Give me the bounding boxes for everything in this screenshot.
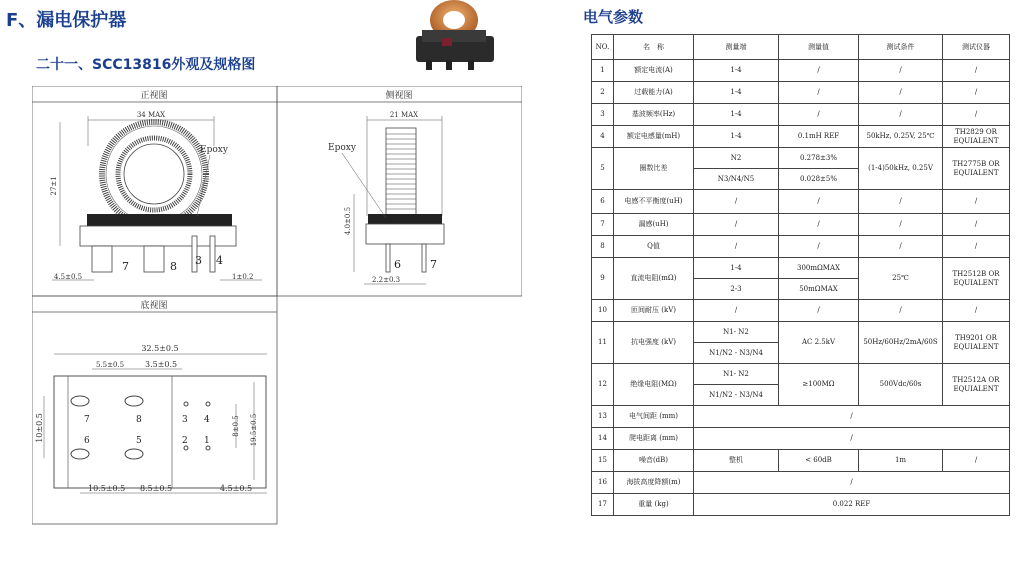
cell: TH2512A OR EQUIALENT — [943, 364, 1010, 406]
cell: N1/N2 - N3/N4 — [694, 343, 779, 364]
cell: N1- N2 — [694, 364, 779, 385]
cell: 圈数比差 — [614, 148, 694, 190]
cell: 重量 (kg) — [614, 494, 694, 516]
cell: (1-4)50kHz, 0.25V — [859, 148, 943, 190]
cell: 额定电流(A) — [614, 60, 694, 82]
cell: 1-4 — [694, 104, 779, 126]
cell: 0.1mH REF — [779, 126, 859, 148]
cell: 过载能力(A) — [614, 82, 694, 104]
cell: ≥100MΩ — [779, 364, 859, 406]
cell: / — [943, 82, 1010, 104]
cell: 2-3 — [694, 279, 779, 300]
cell: / — [694, 214, 779, 236]
front-pin-width-dim: 1±0.2 — [232, 273, 254, 281]
cell: 5 — [592, 148, 614, 190]
cell: / — [859, 214, 943, 236]
bottom-pin-5: 5 — [136, 436, 142, 446]
front-pin-4: 4 — [216, 254, 223, 267]
cell: / — [694, 236, 779, 258]
cell: / — [694, 472, 1010, 494]
cell: 抗电强度 (kV) — [614, 322, 694, 364]
bottom-dim-b: 3.5±0.5 — [145, 360, 178, 369]
electrical-params-table — [591, 34, 1010, 516]
cell: AC 2.5kV — [779, 322, 859, 364]
cell: / — [694, 406, 1010, 428]
cell: / — [779, 190, 859, 214]
front-view — [50, 111, 262, 281]
cell: / — [859, 60, 943, 82]
side-pin-len-dim: 4.0±0.5 — [344, 206, 352, 236]
table-row — [592, 60, 1010, 82]
side-pin-7: 7 — [430, 258, 437, 271]
cell: / — [779, 60, 859, 82]
cell: / — [859, 104, 943, 126]
cell: / — [859, 190, 943, 214]
cell: / — [859, 236, 943, 258]
table-row — [592, 428, 1010, 450]
header-measure-value: 测量值 — [779, 35, 859, 60]
front-height-dim: 27±1 — [50, 176, 58, 196]
cell: 海拔高度降额(m) — [614, 472, 694, 494]
front-pin-8: 8 — [170, 260, 177, 273]
cell: 500Vdc/60s — [859, 364, 943, 406]
cell: / — [943, 104, 1010, 126]
header-no: NO. — [592, 35, 614, 60]
table-header-row — [592, 35, 1010, 60]
cell: 1-4 — [694, 82, 779, 104]
cell: 电气间距 (mm) — [614, 406, 694, 428]
electrical-params-title: 电气参数 — [583, 8, 644, 26]
cell: 25℃ — [859, 258, 943, 300]
cell: 2 — [592, 82, 614, 104]
cell: / — [779, 82, 859, 104]
cell: 漏感(uH) — [614, 214, 694, 236]
front-epoxy-label: Epoxy — [200, 145, 228, 155]
cell: 1 — [592, 60, 614, 82]
cell: 电感不平衡度(uH) — [614, 190, 694, 214]
cell: / — [779, 236, 859, 258]
cell: N1- N2 — [694, 322, 779, 343]
cell: 1m — [859, 450, 943, 472]
cell: / — [859, 300, 943, 322]
table-row — [592, 236, 1010, 258]
table-row — [592, 322, 1010, 343]
cell: / — [859, 82, 943, 104]
cell: 整机 — [694, 450, 779, 472]
product-photo — [408, 0, 500, 74]
cell: 50mΩMAX — [779, 279, 859, 300]
side-pin-gap-dim: 2.2±0.3 — [372, 276, 401, 284]
bottom-pin-7: 7 — [84, 415, 90, 425]
table-row — [592, 104, 1010, 126]
front-pin-gap-dim: 4.5±0.5 — [54, 273, 83, 281]
cell: 7 — [592, 214, 614, 236]
bottom-pin-1: 1 — [204, 436, 210, 446]
cell: 9 — [592, 258, 614, 300]
cell: N2 — [694, 148, 779, 169]
table-row — [592, 214, 1010, 236]
bottom-pin-2: 2 — [182, 436, 188, 446]
cell: 爬电距离 (mm) — [614, 428, 694, 450]
table-row — [592, 364, 1010, 385]
cell: 8 — [592, 236, 614, 258]
table-row — [592, 472, 1010, 494]
cell: 16 — [592, 472, 614, 494]
cell: 0.028±5% — [779, 169, 859, 190]
table-row — [592, 406, 1010, 428]
cell: / — [943, 300, 1010, 322]
bottom-right-height-dim-2: 19.5±0.5 — [250, 413, 258, 447]
cell: 4 — [592, 126, 614, 148]
cell: 额定电感量(mH) — [614, 126, 694, 148]
front-width-dim: 34 MAX — [136, 111, 166, 119]
bottom-pin-4: 4 — [204, 415, 210, 425]
bottom-dim-c1: 10.5±0.5 — [88, 484, 126, 493]
cell: 绝缘电阻(MΩ) — [614, 364, 694, 406]
bottom-pin-8: 8 — [136, 415, 142, 425]
header-measure-end: 测量端 — [694, 35, 779, 60]
cell: TH2829 OR EQUIALENT — [943, 126, 1010, 148]
table-row — [592, 190, 1010, 214]
cell: 11 — [592, 322, 614, 364]
bottom-view — [35, 344, 267, 493]
cell: 17 — [592, 494, 614, 516]
side-view — [328, 111, 444, 284]
table-row — [592, 126, 1010, 148]
cell: 13 — [592, 406, 614, 428]
cell: 1-4 — [694, 126, 779, 148]
cell: / — [694, 300, 779, 322]
cell: < 60dB — [779, 450, 859, 472]
cell: 10 — [592, 300, 614, 322]
bottom-dim-a: 5.5±0.5 — [96, 361, 125, 369]
cell: 1-4 — [694, 258, 779, 279]
cell: TH2512B OR EQUIALENT — [943, 258, 1010, 300]
front-pin-7: 7 — [122, 260, 129, 273]
cell: 1-4 — [694, 60, 779, 82]
bottom-left-height-dim: 10±0.5 — [35, 413, 44, 443]
cell: / — [943, 450, 1010, 472]
cell: 6 — [592, 190, 614, 214]
header-test-condition: 测试条件 — [859, 35, 943, 60]
table-row — [592, 450, 1010, 472]
cell: 50kHz, 0.25V, 25℃ — [859, 126, 943, 148]
cell: 14 — [592, 428, 614, 450]
cell: 300mΩMAX — [779, 258, 859, 279]
cell: / — [943, 214, 1010, 236]
cell: 直流电阻(mΩ) — [614, 258, 694, 300]
table-row — [592, 82, 1010, 104]
section-title: F、漏电保护器 — [6, 10, 127, 31]
cell: 匝间耐压 (kV) — [614, 300, 694, 322]
front-view-label: 正视图 — [140, 91, 168, 101]
side-epoxy-label: Epoxy — [328, 143, 356, 153]
front-pin-3: 3 — [195, 254, 202, 267]
cell: / — [779, 214, 859, 236]
cell: / — [943, 190, 1010, 214]
side-width-dim: 21 MAX — [389, 111, 419, 119]
table-row — [592, 300, 1010, 322]
cell: TH2775B OR EQUIALENT — [943, 148, 1010, 190]
table-row — [592, 148, 1010, 169]
dimension-drawing — [32, 86, 522, 526]
cell: TH9201 OR EQUIALENT — [943, 322, 1010, 364]
bottom-pin-3: 3 — [182, 415, 188, 425]
table-row — [592, 258, 1010, 279]
cell: N3/N4/N5 — [694, 169, 779, 190]
header-name: 名 称 — [614, 35, 694, 60]
side-pin-6: 6 — [394, 258, 401, 271]
cell: 噪音(dB) — [614, 450, 694, 472]
cell: / — [694, 428, 1010, 450]
cell: N1/N2 - N3/N4 — [694, 385, 779, 406]
cell: 基波频率(Hz) — [614, 104, 694, 126]
cell: 3 — [592, 104, 614, 126]
bottom-dim-c2: 8.5±0.5 — [140, 484, 173, 493]
cell: / — [943, 236, 1010, 258]
bottom-dim-c3: 4.5±0.5 — [220, 484, 253, 493]
cell: 15 — [592, 450, 614, 472]
cell: 50Hz/60Hz/2mA/60S — [859, 322, 943, 364]
cell: 0.022 REF — [694, 494, 1010, 516]
bottom-right-height-dim-1: 8±0.5 — [232, 415, 240, 437]
cell: 0.278±3% — [779, 148, 859, 169]
cell: Q值 — [614, 236, 694, 258]
cell: / — [779, 104, 859, 126]
bottom-pin-6: 6 — [84, 436, 90, 446]
cell: / — [943, 60, 1010, 82]
table-row — [592, 494, 1010, 516]
bottom-view-label: 底视图 — [140, 301, 168, 311]
bottom-total-width-dim: 32.5±0.5 — [141, 344, 179, 353]
header-test-instrument: 测试仪器 — [943, 35, 1010, 60]
cell: / — [779, 300, 859, 322]
cell: 12 — [592, 364, 614, 406]
cell: / — [694, 190, 779, 214]
side-view-label: 侧视图 — [385, 91, 413, 101]
spec-subtitle: 二十一、SCC13816外观及规格图 — [36, 57, 256, 73]
